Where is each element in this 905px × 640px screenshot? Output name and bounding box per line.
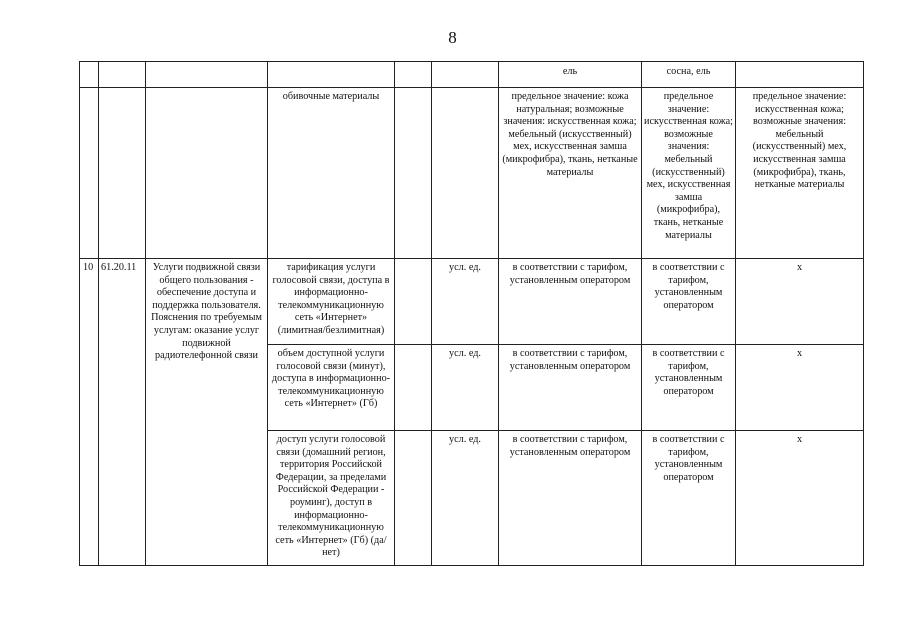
cell-value: предельное значение: искусственная кожа; возможные значения: мебельный (искусственный) мех, искусственная замша (микрофибра), ткань, нетканые материалы (736, 88, 864, 259)
cell-value: в соответствии с тарифом, установленным оператором (499, 259, 642, 345)
cell-value: в соответствии с тарифом, установленным оператором (642, 345, 736, 431)
cell-wood-type-2: сосна, ель (642, 62, 736, 88)
page-number: 8 (448, 28, 457, 47)
cell-item-name: Услуги подвижной связи общего пользования - обеспечение доступа и поддержка пользователя. Пояснения по требуемым услугам: оказание услуг подвижной радиотелефонной связи (146, 259, 268, 566)
table-row (80, 259, 864, 345)
table-row (80, 88, 864, 259)
table-row (80, 62, 864, 88)
cell-value: x (736, 345, 864, 431)
requirements-table (79, 61, 864, 566)
cell-value: в соответствии с тарифом, установленным оператором (499, 431, 642, 566)
cell-characteristic: доступ услуги голосовой связи (домашний регион, территория Российской Федерации, за пределами Российской Федерации - роуминг), доступ в информационно-телекоммуникационную сеть «Интернет» (Гб) (да/нет) (268, 431, 395, 566)
cell-value: x (736, 431, 864, 566)
cell-value: x (736, 259, 864, 345)
cell-unit: усл. ед. (432, 345, 499, 431)
cell-unit: усл. ед. (432, 431, 499, 566)
cell-wood-type: ель (499, 62, 642, 88)
cell-characteristic: тарификация услуги голосовой связи, доступа в информационно-телекоммуникационную сеть «Интернет» (лимитная/безлимитная) (268, 259, 395, 345)
cell-item-number: 10 (80, 259, 99, 566)
cell-characteristic: объем доступной услуги голосовой связи (минут), доступа в информационно-телекоммуникационную сеть «Интернет» (Гб) (268, 345, 395, 431)
cell-unit: усл. ед. (432, 259, 499, 345)
cell-value: в соответствии с тарифом, установленным оператором (499, 345, 642, 431)
cell-okpd-code: 61.20.11 (99, 259, 146, 566)
cell-value: в соответствии с тарифом, установленным оператором (642, 431, 736, 566)
cell-value: предельное значение: искусственная кожа; возможные значения: мебельный (искусственный) мех, искусственная замша (микрофибра), ткань, нетканые материалы (642, 88, 736, 259)
cell-characteristic: обивочные материалы (268, 88, 395, 259)
cell-value: предельное значение: кожа натуральная; возможные значения: искусственная кожа; мебельный (искусственный) мех, искусственная замша (микрофибра), ткань, нетканые материалы (499, 88, 642, 259)
cell-value: в соответствии с тарифом, установленным оператором (642, 259, 736, 345)
